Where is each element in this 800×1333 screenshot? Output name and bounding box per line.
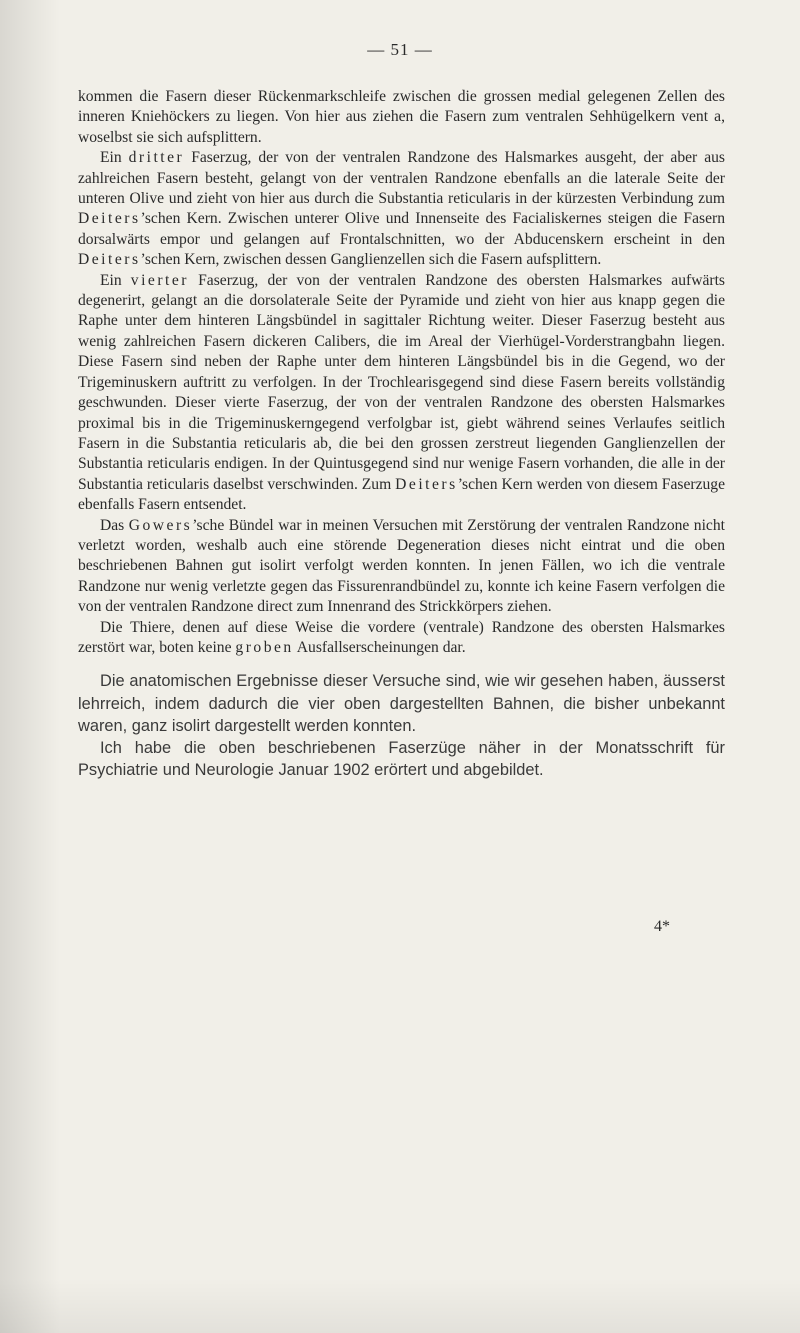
paragraph-7: Ich habe die oben beschriebenen Faserzüge näher in der Monatsschrift für Psychiatrie und Neurologie Januar 1902 erörtert und abgebildet.	[78, 738, 725, 780]
text-run: Ein	[100, 271, 131, 289]
emphasis-vierter: vierter	[130, 271, 189, 289]
text-run: Faserzug, der von der ventralen Randzone des obersten Halsmarkes aufwärts degenerirt, gelangt an die dorsolaterale Seite der Pyramide und zieht von hier aus knapp gegen die Raphe unter dem hinteren Längsbündel in sagittaler Richtung weiter. Dieser Faserzug besteht aus wenig zahlreichen Fasern dickeren Calibers, die im Areal der Vierhügel-Vorderstrangbahn liegen. Diese Fasern sind neben der Raphe unter dem hinteren Längsbündel bis in die Gegend, wo der Trigeminuskern auftritt zu verfolgen. In der Trochlearisgegend sind diese Fasern bereits vollständig geschwunden. Dieser vierte Faserzug, der von der ventralen Randzone des obersten Halsmarkes proximal bis in die Trigeminuskerngegend verfolgbar ist, giebt während seines Verlaufes seitlich Fasern in die Substantia reticularis ab, die bei den grossen zerstreut liegenden Ganglienzellen der Substantia reticularis endigen. In der Quintusgegend sind nur wenige Fasern vorhanden, die alle in der Substantia reticularis daselbst verschwinden. Zum	[78, 271, 725, 493]
text-run: Die Thiere, denen auf diese Weise die vordere (ventrale) Randzone des obersten Halsmarkes zerstört war, boten keine	[78, 618, 725, 656]
text-run: ’schen Kern werden von diesem Faserzuge ebenfalls Fasern entsendet.	[78, 475, 726, 514]
paragraph-6: Die anatomischen Ergebnisse dieser Versuche sind, wie wir gesehen haben, äusserst lehrreich, indem dadurch die vier oben dargestellten Bahnen, die bisher unbekannt waren, ganz isolirt dargestellt werden konnten.	[78, 672, 725, 735]
emphasis-deiters: Deiters	[78, 210, 141, 228]
emphasis-deiters: Deiters	[395, 475, 458, 493]
paragraph-3	[78, 271, 725, 516]
page-edge-shadow	[0, 0, 60, 1333]
emphasis-groben: groben	[235, 638, 294, 656]
paragraph-4	[78, 516, 725, 618]
signature-mark: 4*	[654, 918, 670, 935]
text-run: ’schen Kern, zwischen dessen Ganglienzellen sich die Fasern aufsplittern.	[140, 251, 602, 269]
text-run: Faserzug, der von der ventralen Randzone des Halsmarkes ausgeht, der aber aus zahlreichen Fasern besteht, gelangt von der ventralen Randzone ebenfalls an die laterale Seite der unteren Olive und zieht von hier aus durch die Substantia reticularis in der kürzesten Verbindung zum	[78, 149, 725, 208]
page-number: — 51 —	[367, 40, 433, 59]
text-run: Ein	[100, 149, 129, 167]
text-run: Das	[100, 516, 129, 534]
paragraph-1: kommen die Fasern dieser Rückenmarkschleife zwischen die grossen medial gelegenen Zellen des inneren Kniehöckers zu liegen. Von hier aus ziehen die Fasern zum ventralen Sehhügelkern vent a, woselbst sie sich aufsplittern.	[78, 88, 725, 146]
text-run: ’sche Bündel war in meinen Versuchen mit Zerstörung der ventralen Randzone nicht verletzt worden, weshalb auch eine störende Degeneration dieses nicht eintrat und die oben beschriebenen Bahnen gut isolirt verfolgt werden konnten. In jenen Fällen, wo ich die ventrale Randzone nur wenig verletzte gegen das Fissurenrandbündel zu, konnte ich keine Fasern verfolgen die von der ventralen Randzone direct zum Innenrand des Strickkörpers ziehen.	[78, 516, 725, 616]
page-body	[78, 87, 725, 781]
page-bottom-shade	[0, 1278, 800, 1333]
emphasis-deiters: Deiters	[78, 251, 141, 269]
paragraph-2	[78, 148, 725, 270]
text-run: Ausfallserscheinungen dar.	[293, 638, 466, 656]
emphasis-dritter: dritter	[128, 149, 185, 167]
text-run: ’schen Kern. Zwischen unterer Olive und Innenseite des Facialiskernes steigen die Fasern dorsalwärts empor und gelangen auf Frontalschnitten, wo der Abducenskern erscheint in den	[78, 210, 725, 248]
emphasis-gowers: Gowers	[128, 516, 193, 534]
paragraph-5	[78, 618, 725, 659]
